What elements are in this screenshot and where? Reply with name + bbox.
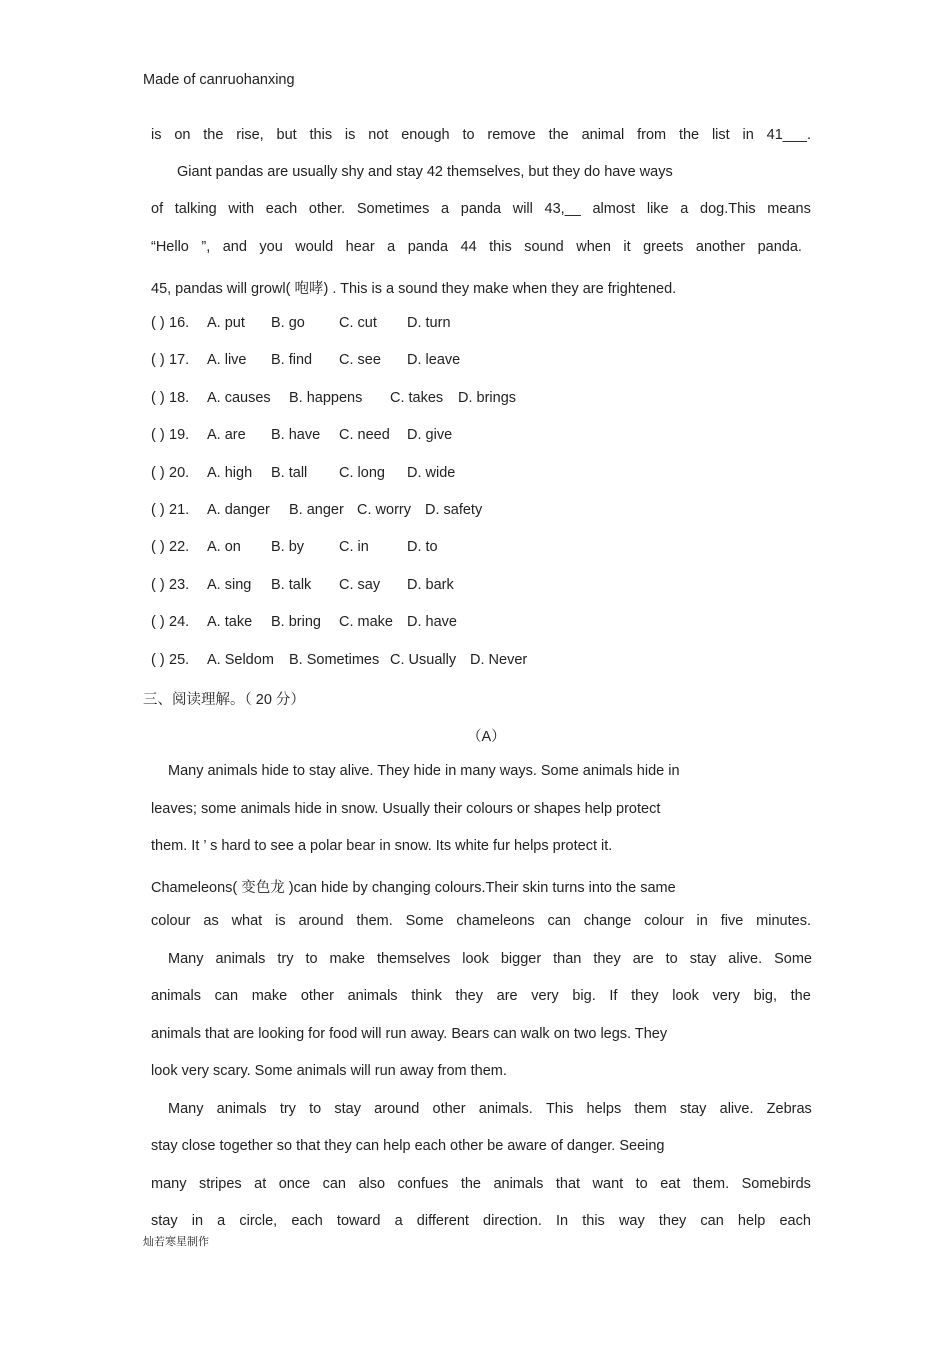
option-c[interactable]: C. takes (390, 389, 444, 406)
word: to (305, 950, 318, 967)
cloze-line-3 (151, 201, 811, 217)
word: each (265, 201, 298, 217)
question-row (151, 614, 497, 630)
option-b[interactable]: B. bring (271, 614, 321, 631)
word: helps (586, 1100, 622, 1117)
reading-line: Chameleons( 变色龙 )can hide by changing colours.Their skin turns into the same (151, 879, 676, 896)
option-b[interactable]: B. tall (271, 464, 308, 481)
option-d[interactable]: D. bark (407, 576, 454, 593)
word: also (358, 1175, 386, 1192)
option-d[interactable]: D. have (407, 614, 457, 631)
word: Zebras (766, 1100, 812, 1117)
option-d[interactable]: D. Never (470, 651, 528, 668)
question-row (151, 390, 548, 406)
word: can (322, 1175, 346, 1192)
cloze-line-1 (151, 127, 811, 143)
word: look (462, 950, 489, 967)
word: in (696, 913, 708, 929)
option-d[interactable]: D. safety (425, 502, 483, 518)
word: want (592, 1175, 624, 1192)
word: look (672, 988, 699, 1004)
word: is (151, 127, 162, 143)
cloze-line-4 (151, 239, 802, 255)
passage-label: （A） (467, 729, 506, 745)
word: to (635, 1175, 648, 1192)
word: a (441, 201, 450, 217)
cloze-line-2: Giant pandas are usually shy and stay 42 themselves, but they do have ways (177, 164, 673, 180)
word: make (329, 950, 365, 967)
option-c[interactable]: C. see (339, 352, 381, 369)
word: with (228, 201, 255, 217)
question-row (151, 652, 560, 668)
question-number: 21. (169, 502, 190, 518)
word: In (556, 1213, 569, 1229)
word: chameleons (456, 913, 535, 929)
reading-line (151, 1213, 811, 1229)
word: them. (356, 913, 393, 929)
word: Some (774, 950, 812, 967)
word: means (767, 201, 811, 217)
option-d[interactable]: D. give (407, 427, 453, 444)
word: eat (660, 1175, 681, 1192)
word: can (547, 913, 571, 929)
question-row (151, 315, 497, 331)
word: five (720, 913, 744, 929)
word: the (678, 127, 700, 143)
word: big, (753, 988, 777, 1004)
word: that (555, 1175, 581, 1192)
option-b[interactable]: B. have (271, 427, 321, 444)
word: very (531, 988, 559, 1004)
word: Somebirds (741, 1175, 811, 1192)
word: hear (345, 239, 375, 255)
word: stay (689, 950, 717, 967)
word: many (151, 1175, 187, 1192)
option-d[interactable]: D. turn (407, 315, 451, 331)
word: this (582, 1213, 605, 1229)
word: ”, (201, 239, 211, 255)
word: each (779, 1213, 811, 1229)
option-b[interactable]: B. Sometimes (289, 651, 380, 668)
word: If (609, 988, 618, 1004)
cloze-line-5: 45, pandas will growl( 咆哮) . This is a sound they make when they are frightened. (151, 281, 677, 297)
option-d[interactable]: D. leave (407, 352, 461, 369)
word: they (658, 1213, 687, 1229)
word: list (711, 127, 730, 143)
word: they (631, 988, 659, 1004)
word: as (203, 913, 219, 929)
word: alive. (728, 950, 763, 967)
option-a[interactable]: A. take (207, 614, 253, 631)
answer-bracket[interactable]: ( ) (151, 651, 165, 668)
section-title: 三、阅读理解。（ 20 分） (143, 692, 305, 708)
word: each (291, 1213, 323, 1229)
word: the (548, 127, 569, 143)
word: is (275, 913, 286, 929)
word: is (344, 127, 356, 143)
word: stay (679, 1100, 707, 1117)
word: not (368, 127, 389, 143)
word: animal (581, 127, 625, 143)
reading-line: them. It ’ s hard to see a polar bear in snow. Its white fur helps protect it. (151, 838, 613, 854)
word: direction. (483, 1213, 542, 1229)
option-b[interactable]: B. anger (289, 502, 344, 518)
page-footer: 灿若寒星制作 (143, 1235, 209, 1248)
word: animals (216, 1100, 267, 1117)
option-b[interactable]: B. happens (289, 389, 363, 406)
word: rise, (236, 127, 264, 143)
option-c[interactable]: C. say (339, 576, 381, 593)
word: a (680, 201, 689, 217)
word: 43,__ (544, 201, 581, 217)
word: Sometimes (356, 201, 430, 217)
word: greets (643, 239, 684, 255)
option-a[interactable]: A. danger (207, 502, 270, 518)
word: in (191, 1213, 204, 1229)
option-b[interactable]: B. find (271, 352, 313, 369)
question-number: 16. (169, 315, 190, 331)
reading-line: stay close together so that they can help each other be aware of danger. Seeing (151, 1138, 665, 1154)
word: can (700, 1213, 724, 1229)
word: try (277, 950, 294, 967)
word: colour (151, 913, 191, 929)
reading-line: look very scary. Some animals will run away from them. (151, 1063, 507, 1079)
option-a[interactable]: A. on (207, 539, 241, 556)
word: confues (397, 1175, 449, 1192)
question-row (151, 502, 515, 518)
reading-line (168, 951, 812, 967)
word: this (309, 127, 333, 143)
option-d[interactable]: D. to (407, 539, 438, 556)
word: toward (336, 1213, 381, 1229)
reading-line (168, 1101, 812, 1117)
word: animals (215, 950, 266, 967)
word: than (553, 950, 582, 967)
word: them. (692, 1175, 730, 1192)
word: colour (644, 913, 684, 929)
word: panda (407, 239, 449, 255)
word: Many (168, 1100, 204, 1117)
word: will (512, 201, 533, 217)
word: way (618, 1213, 645, 1229)
word: they (593, 950, 621, 967)
question-row (151, 539, 497, 555)
question-number: 25. (169, 651, 190, 668)
question-number: 22. (169, 539, 190, 556)
word: enough (401, 127, 450, 143)
word: alive. (719, 1100, 754, 1117)
word: to (309, 1100, 322, 1117)
word: panda (460, 201, 502, 217)
word: other. (308, 201, 346, 217)
question-row (151, 465, 497, 481)
question-number: 17. (169, 352, 190, 369)
word: help (737, 1213, 766, 1229)
question-number: 23. (169, 576, 190, 593)
option-b[interactable]: B. by (271, 539, 305, 556)
word: stripes (198, 1175, 242, 1192)
word: but (276, 127, 297, 143)
word: around (298, 913, 344, 929)
word: are (496, 988, 518, 1004)
option-a[interactable]: A. high (207, 464, 253, 481)
option-c[interactable]: C. in (339, 539, 369, 556)
word: they (455, 988, 483, 1004)
answer-bracket[interactable]: ( ) (151, 352, 165, 369)
option-c[interactable]: C. worry (357, 502, 411, 518)
word: a (217, 1213, 226, 1229)
option-a[interactable]: A. Seldom (207, 651, 274, 668)
word: remove (487, 127, 536, 143)
word: different (416, 1213, 469, 1229)
word: animals (493, 1175, 544, 1192)
word: animals. (478, 1100, 533, 1117)
word: stay (151, 1213, 178, 1229)
word: a (394, 1213, 403, 1229)
word: Many (168, 950, 204, 967)
word: would (295, 239, 334, 255)
word: stay (334, 1100, 361, 1117)
word: make (251, 988, 288, 1004)
word: try (279, 1100, 296, 1117)
reading-line: animals that are looking for food will run away. Bears can walk on two legs. They (151, 1025, 668, 1042)
option-c[interactable]: C. need (339, 427, 390, 444)
word: on (174, 127, 191, 143)
word: this (489, 239, 512, 255)
word: around (374, 1100, 420, 1117)
answer-bracket[interactable]: ( ) (151, 614, 165, 631)
word: Some (405, 913, 444, 929)
word: big. (572, 988, 596, 1004)
reading-line: leaves; some animals hide in snow. Usually their colours or shapes help protect (151, 800, 661, 817)
option-b[interactable]: B. talk (271, 576, 312, 593)
word: the (203, 127, 224, 143)
page-header: Made of canruohanxing (143, 72, 295, 88)
word: like (646, 201, 669, 217)
word: animals (347, 988, 398, 1004)
word: in (742, 127, 754, 143)
word: other (300, 988, 334, 1004)
option-a[interactable]: A. sing (207, 576, 252, 593)
answer-bracket[interactable]: ( ) (151, 539, 165, 556)
word: them (634, 1100, 667, 1117)
word: 41___. (766, 127, 811, 143)
word: are (632, 950, 654, 967)
word: when (576, 239, 611, 255)
word: the (460, 1175, 481, 1192)
answer-bracket[interactable]: ( ) (151, 427, 165, 444)
word: almost (592, 201, 636, 217)
word: once (278, 1175, 311, 1192)
word: you (259, 239, 283, 255)
answer-bracket[interactable]: ( ) (151, 576, 165, 593)
word: of (151, 201, 164, 217)
option-d[interactable]: D. brings (458, 389, 517, 406)
answer-bracket[interactable]: ( ) (151, 389, 165, 406)
word: it (623, 239, 631, 255)
word: “Hello (151, 239, 189, 255)
option-c[interactable]: C. make (339, 614, 393, 631)
word: dog.This (700, 201, 756, 217)
reading-line (151, 913, 811, 929)
question-row (151, 577, 497, 593)
word: to (462, 127, 475, 143)
word: a (387, 239, 396, 255)
question-row (151, 427, 497, 443)
option-d[interactable]: D. wide (407, 464, 456, 481)
question-number: 18. (169, 389, 190, 406)
option-a[interactable]: A. put (207, 315, 245, 331)
word: change (583, 913, 632, 929)
option-a[interactable]: A. live (207, 352, 247, 369)
word: minutes. (756, 913, 811, 929)
option-c[interactable]: C. long (339, 464, 385, 481)
option-c[interactable]: C. cut (339, 315, 377, 331)
word: can (214, 988, 239, 1004)
word: panda. (757, 239, 802, 255)
word: another (695, 239, 746, 255)
option-a[interactable]: A. causes (207, 389, 271, 406)
option-c[interactable]: C. Usually (390, 651, 457, 668)
word: sound (524, 239, 564, 255)
word: This (545, 1100, 574, 1117)
word: bigger (500, 950, 542, 967)
word: 44 (460, 239, 477, 255)
answer-bracket[interactable]: ( ) (151, 315, 165, 331)
word: and (222, 239, 247, 255)
word: what (231, 913, 263, 929)
question-number: 19. (169, 427, 190, 444)
question-number: 20. (169, 464, 190, 481)
word: circle, (239, 1213, 278, 1229)
word: from (637, 127, 667, 143)
reading-line: Many animals hide to stay alive. They hide in many ways. Some animals hide in (168, 763, 680, 779)
reading-line (151, 988, 811, 1004)
answer-bracket[interactable]: ( ) (151, 464, 165, 481)
option-b[interactable]: B. go (271, 315, 305, 331)
word: to (665, 950, 678, 967)
word: other (432, 1100, 466, 1117)
word: themselves (376, 950, 451, 967)
answer-bracket[interactable]: ( ) (151, 502, 165, 518)
option-a[interactable]: A. are (207, 427, 246, 444)
word: the (790, 988, 811, 1004)
question-row (151, 352, 497, 368)
word: at (254, 1175, 267, 1192)
question-number: 24. (169, 614, 190, 631)
word: think (411, 988, 442, 1004)
word: talking (174, 201, 217, 217)
reading-line (151, 1176, 811, 1192)
word: very (712, 988, 740, 1004)
word: animals (151, 988, 201, 1004)
